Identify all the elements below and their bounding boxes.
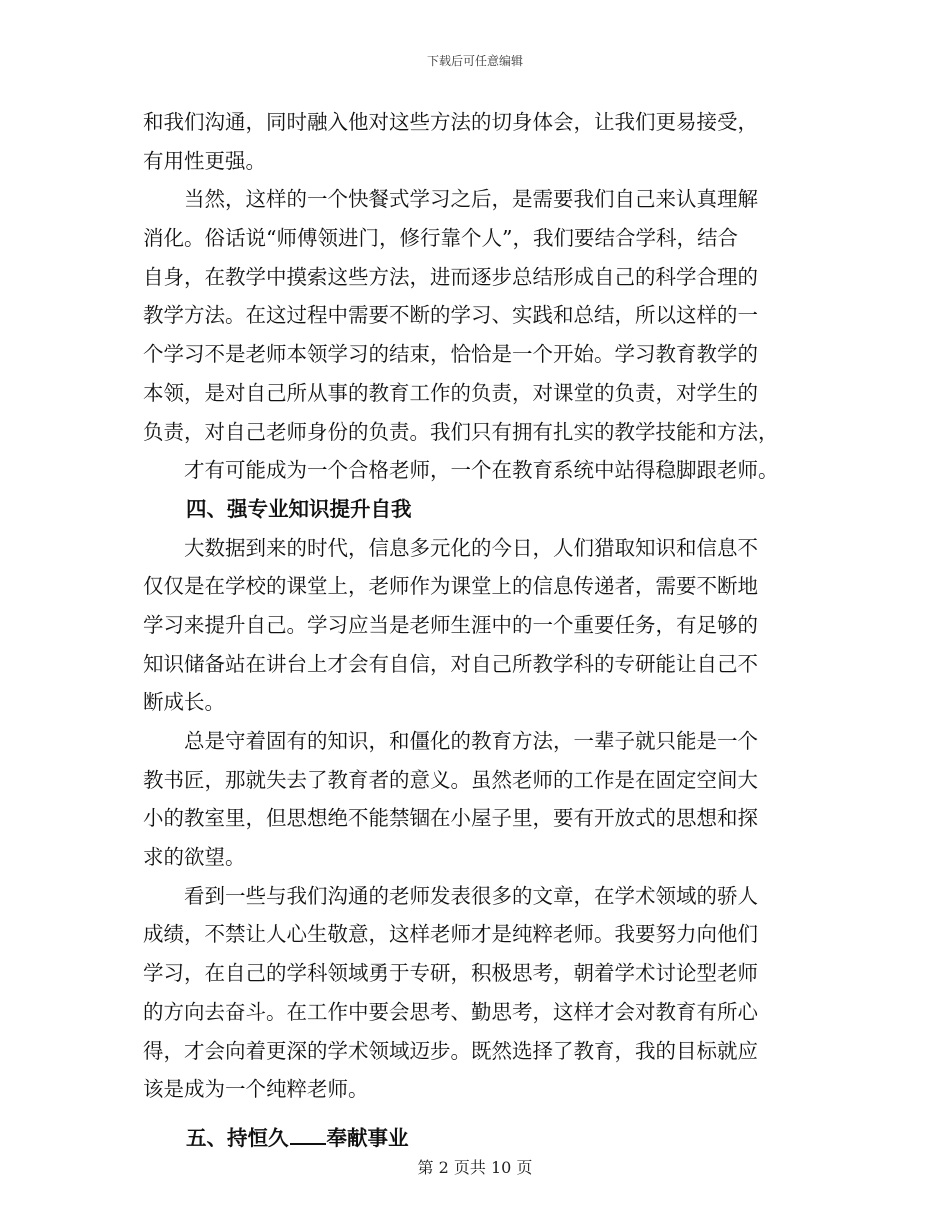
section-heading-5 (143, 1119, 808, 1158)
paragraph-line: 知识储备站在讲台上才会有自信，对自己所教学科的专研能让自己不 (143, 651, 758, 676)
document-body (143, 103, 808, 1158)
paragraph-line: 仅仅是在学校的课堂上，老师作为课堂上的信息传递者，需要不断地 (143, 574, 758, 599)
paragraph-line: 自身，在教学中摸索这些方法，进而逐步总结形成自己的科学合理的 (143, 264, 758, 289)
paragraph-line: 得，才会向着更深的学术领域迈步。既然选择了教育，我的目标就应 (143, 1038, 758, 1063)
heading-text: 奉献事业 (326, 1125, 409, 1150)
page-footer: 第 2 页共 10 页 (417, 1158, 533, 1177)
paragraph-line: 求的欲望。 (143, 845, 246, 870)
paragraph-line: 断成长。 (143, 690, 225, 715)
paragraph-line: 看到一些与我们沟通的老师发表很多的文章，在学术领域的骄人 (184, 883, 758, 908)
paragraph-line: 教学方法。在这过程中需要不断的学习、实践和总结，所以这样的一 (143, 303, 758, 328)
paragraph-line: 才有可能成为一个合格老师，一个在教育系统中站得稳脚跟老师。 (184, 458, 779, 483)
paragraph-line: 总是守着固有的知识，和僵化的教育方法，一辈子就只能是一个 (184, 729, 758, 753)
paragraph-line: 学习来提升自己。学习应当是老师生涯中的一个重要任务，有足够的 (143, 612, 758, 637)
paragraph-line: 该是成为一个纯粹老师。 (143, 1077, 369, 1102)
paragraph-line: 大数据到来的时代，信息多元化的今日，人们猎取知识和信息不 (184, 535, 758, 560)
paragraph-line: 成绩，不禁让人心生敬意，这样老师才是纯粹老师。我要努力向他们 (143, 922, 758, 947)
paragraph-line: 的方向去奋斗。在工作中要会思考、勤思考，这样才会对教育有所心 (143, 999, 758, 1024)
fill-in-blank (290, 1123, 326, 1145)
paragraph-line: 负责，对自己老师身份的负责。我们只有拥有扎实的教学技能和方法， (143, 419, 779, 444)
section-heading-4: 四、强专业知识提升自我 (186, 496, 412, 521)
page-header: 下载后可任意编辑 (426, 54, 523, 68)
paragraph-line: 个学习不是老师本领学习的结束，恰恰是一个开始。学习教育教学的 (143, 342, 758, 367)
paragraph-line: 有用性更强。 (143, 148, 266, 173)
paragraph-line: 本领，是对自己所从事的教育工作的负责，对课堂的负责，对学生的 (143, 380, 758, 405)
heading-text: 五、持恒久 (186, 1125, 289, 1150)
paragraph-line: 当然，这样的一个快餐式学习之后，是需要我们自己来认真理解 (184, 187, 758, 212)
paragraph-line: 和我们沟通，同时融入他对这些方法的切身体会，让我们更易接受， (143, 110, 758, 134)
paragraph-line: 消化。俗话说“师傅领进门，修行靠个人”，我们要结合学科，结合 (143, 226, 738, 251)
paragraph-line: 教书匠，那就失去了教育者的意义。虽然老师的工作是在固定空间大 (143, 767, 758, 792)
paragraph-line: 学习，在自己的学科领域勇于专研，积极思考，朝着学术讨论型老师 (143, 961, 758, 986)
paragraph-line: 小的教室里，但思想绝不能禁锢在小屋子里，要有开放式的思想和探 (143, 806, 758, 831)
